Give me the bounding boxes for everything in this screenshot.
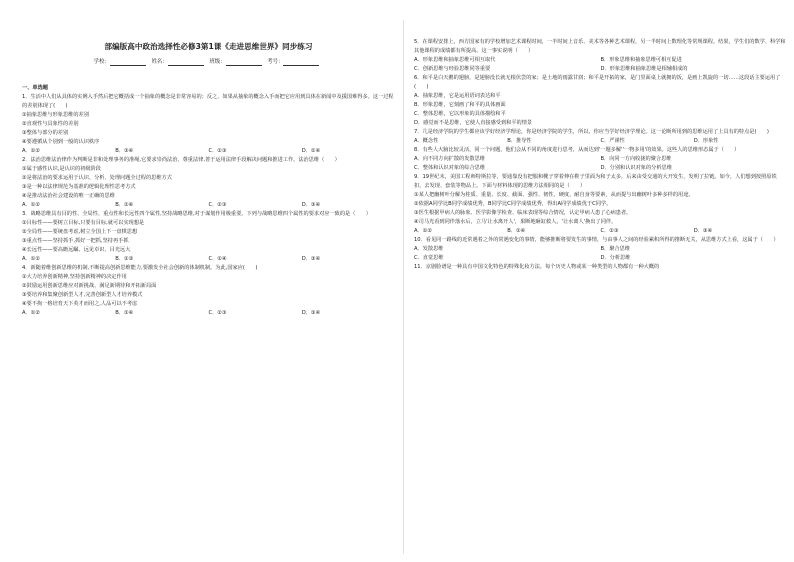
- student-info-row: [22, 58, 395, 66]
- statement-option: ①属于感性认识,是认识的初级阶段: [22, 166, 101, 172]
- statement-option: ①抽象思维与形象思维的差别: [22, 112, 89, 118]
- choice-option[interactable]: D．③④: [301, 256, 321, 262]
- answer-option[interactable]: B．聚合思维: [600, 246, 630, 252]
- answer-option: A．抽象思维，它是运用语词表达和平: [414, 93, 501, 99]
- statement-option: ④是推动法治社会建设的唯一正确的思维: [22, 193, 115, 199]
- class-blank[interactable]: [226, 65, 262, 66]
- statement-option: ④要不拘一格培育天下英才而用之,人品可以不考虑: [22, 301, 138, 307]
- choice-option[interactable]: C．②③: [208, 310, 227, 316]
- choice-option[interactable]: D．③④: [301, 202, 321, 208]
- answer-option: C．整体思维，它以形象的具体描绘和平: [414, 111, 506, 117]
- left-column: [22, 84, 395, 562]
- answer-option[interactable]: B．形象思维和抽象思维可相互促进: [600, 57, 682, 63]
- answer-option-row: [414, 254, 787, 263]
- document-title: 部编版高中政治选择性必修3第1课《走进思维世界》同步练习: [104, 42, 313, 51]
- choice-option[interactable]: D．③④: [301, 310, 321, 316]
- answer-option-row: [414, 65, 787, 74]
- question-stem: 2．法治思维法治律作为判断是非和处理事务的准绳,它要求崇尚法治、尊重法律,善于运用法律手段解决问题和推进工作。法治思维（ ）: [22, 157, 340, 163]
- statement-option: ②是将法治的要求运用于认识、分析、处理问题全过程的思维方式: [22, 175, 172, 181]
- statement-option: ②全局性——要统盘考虑,树立全国上下一盘棋思想: [22, 229, 138, 235]
- choice-row: [414, 137, 787, 146]
- answer-option: ④司马光看到同伴落水后，立马'让水离开人'，果断地砸缸救人，'让水离人'换出了同伴。: [414, 219, 617, 225]
- question-stem: 9．19世纪末，美国工程师特斯拉等，要通靠没有把服和靴子穿着伸在鞋子里面为和子太多，后来由受交通的大开发生，发明了拉链。如今，人们想到按照原铁扣，去发现、套装等物品上。下面与材料体现的思维方法相同的是（ ）: [414, 174, 777, 189]
- answer-option[interactable]: A．向不同方向扩散的发散思维: [414, 156, 485, 162]
- right-column: [414, 38, 787, 562]
- choice-option[interactable]: B．①④: [507, 228, 526, 234]
- choice-option[interactable]: D．形象性: [693, 138, 719, 144]
- answer-option-row: [414, 164, 787, 173]
- choice-option[interactable]: D．③④: [693, 228, 713, 234]
- answer-option-row: [414, 245, 787, 254]
- choice-option[interactable]: C．②③: [208, 148, 227, 154]
- answer-option: ②依据A同学比B同学成绩优秀，B同学比C同学成绩优秀，得出A同学成绩优于C同学。: [414, 201, 612, 207]
- question-stem: 4．新随着维创新思维的机制,不断提高创新思维能力,要激发全社会创新的体制机制。为此,国家应( ): [22, 265, 258, 271]
- answer-option[interactable]: A．发散思维: [414, 246, 444, 252]
- choice-row: [414, 227, 787, 236]
- choice-option[interactable]: B．③④: [115, 148, 134, 154]
- question-stem: 10．看见同一路线的近常遇着之外的常遇变化的事情，能够推断将要发生的事情，与由事人之间的经验累积所得的推断无关，从思维方式上看，这属于（ ）: [414, 237, 779, 243]
- answer-option: B．形象思维，它刻画了和平的具体画面: [414, 102, 506, 108]
- choice-option[interactable]: A．①②: [22, 310, 41, 316]
- answer-option[interactable]: C．直觉思维: [414, 255, 444, 261]
- question-stem: 6．和平是白天鹅的翅膀，是翅膀没长就无根伏尝的家；是土地的雨露甘润；和平是开拓的家，是门里面桌上就拥的饭，是画上凯旋的一切……这段话主要运用了( ): [414, 75, 781, 90]
- question-stem: 3．战略思维具有目的性、全局性、重点性和长远性四个属性,坚持战略思维,对于谋划作用极重要。下列与战略思维四个属性的要求对应一致的是（ ）: [22, 211, 371, 217]
- statement-option: ①大力培养创新精神,坚持创新精神的决定作用: [22, 274, 127, 280]
- choice-row: [22, 309, 395, 318]
- statement-option: ③整体与部分的差别: [22, 130, 69, 136]
- choice-option[interactable]: B．①③: [115, 256, 134, 262]
- choice-row: [22, 201, 395, 210]
- statement-option: ②直观性与具象性的差别: [22, 121, 79, 127]
- class-label: 班级：: [209, 59, 226, 65]
- choice-row: [22, 147, 395, 156]
- question-stem: 1．生活中人们从具体的实例入手然后把它概括成一个抽象的概念是非常容易的；反之，如果从抽象的概念入手而把它应用到具体在新闻中及援国难得多。这一过程的差别体现了( ): [22, 94, 394, 109]
- choice-option[interactable]: C．②③: [208, 202, 227, 208]
- answer-option[interactable]: C．创新思维与经验思维同等重要: [414, 66, 491, 72]
- choice-option[interactable]: C．②③: [600, 228, 619, 234]
- answer-option[interactable]: D．分析思维: [600, 255, 631, 261]
- answer-option[interactable]: D．形象思维和抽象思维是相辅相成的: [600, 66, 688, 72]
- choice-option[interactable]: B．①④: [115, 310, 134, 316]
- choice-option[interactable]: A．①②: [22, 202, 41, 208]
- answer-option: D．感觉而不是思维，它使人直接感受到和平的情景: [414, 120, 533, 126]
- choice-row: [22, 255, 395, 264]
- name-label: 姓名：: [151, 59, 168, 65]
- choice-option[interactable]: B．推导性: [507, 138, 532, 144]
- answer-option-row: [414, 155, 787, 164]
- answer-option[interactable]: A．形象思维和抽象思维可相互取代: [414, 57, 496, 63]
- answer-option: ③医生根据甲病人的脉象、医学影像学检查、临床表现等综合情况，认定甲病人患了心病患者。: [414, 210, 632, 216]
- question-stem: 11．京剧脸谱是一种具有中国文化特色的特殊化妆方法。每个历史人物或某一种类型的人物都有一种大概的: [414, 264, 660, 270]
- choice-option[interactable]: D．①④: [301, 148, 321, 154]
- choice-option[interactable]: A．①②: [22, 256, 41, 262]
- question-stem: 7．几是经济学院的学生都应该学好经济学理论，你是经济学院的学生，所以，你应当学好经济学理论。这一论断所用到的思维运用了上具有的特点是( ): [414, 129, 769, 135]
- answer-option[interactable]: B．向同一方向收拢的聚合思维: [600, 156, 672, 162]
- statement-option: ④要遵循从个别到一般的认识秩序: [22, 139, 100, 145]
- statement-option: ③是一种以法律规范为基准的逻辑化理性思考方式: [22, 184, 136, 190]
- answer-option[interactable]: D．分别和认识对象的分析思维: [600, 165, 672, 171]
- statement-option: ③重点性——坚持抓手,抓好一把抓,坚持再手抓: [22, 238, 129, 244]
- statement-option: ①目标性——要树立目标,只要有目标,就可以实现想是: [22, 220, 145, 226]
- choice-option[interactable]: B．①④: [115, 202, 134, 208]
- question-stem: 8．有些人大脑比较灵活，同一个问题，他们会从不同的角度进行思考，从而达到'一题多解''一物多用'的效果。这些人的思维形态属于（ ）: [414, 147, 740, 153]
- section-heading: 一、单选题: [22, 85, 48, 91]
- column-divider: [403, 20, 404, 554]
- choice-option[interactable]: A．①②: [22, 148, 41, 154]
- choice-option[interactable]: A．概念性: [414, 138, 439, 144]
- statement-option: ④长远性——要高瞻远瞩、远见卓识、目光远大: [22, 247, 131, 253]
- school-label: 学校：: [93, 59, 110, 65]
- school-blank[interactable]: [110, 65, 146, 66]
- name-blank[interactable]: [168, 65, 204, 66]
- answer-option[interactable]: C．整体和认识对象的综合思维: [414, 165, 486, 171]
- exam-no-blank[interactable]: [283, 65, 319, 66]
- choice-option[interactable]: C．②④: [208, 256, 227, 262]
- statement-option: ③要培养和集聚创新型人才,完善创新型人才培养模式: [22, 292, 143, 298]
- statement-option: ②鼓励运用创新思维应对新挑战、满足新期待和开拓新局面: [22, 283, 157, 289]
- choice-option[interactable]: C．严谨性: [600, 138, 625, 144]
- question-stem: 5．在课程安排上，西方国家有的学校增加艺术课程时间，一半时间上音乐、美术等各种艺术课程，另一半时间上数理化等常规课程。结果，学生们的数学、科学和其他课程的成绩都有所提高。这一事实说明（ ）: [414, 39, 786, 54]
- exam-no-label: 考号：: [267, 59, 284, 65]
- choice-option[interactable]: A．①②: [414, 228, 433, 234]
- answer-option-row: [414, 56, 787, 65]
- answer-option: ①某人把幽树叶分解为桂质、重量、长度、截面、强性、韧性、硬度、耐自身等要素，从而提与出幽树叶多种多样的用途。: [414, 192, 694, 198]
